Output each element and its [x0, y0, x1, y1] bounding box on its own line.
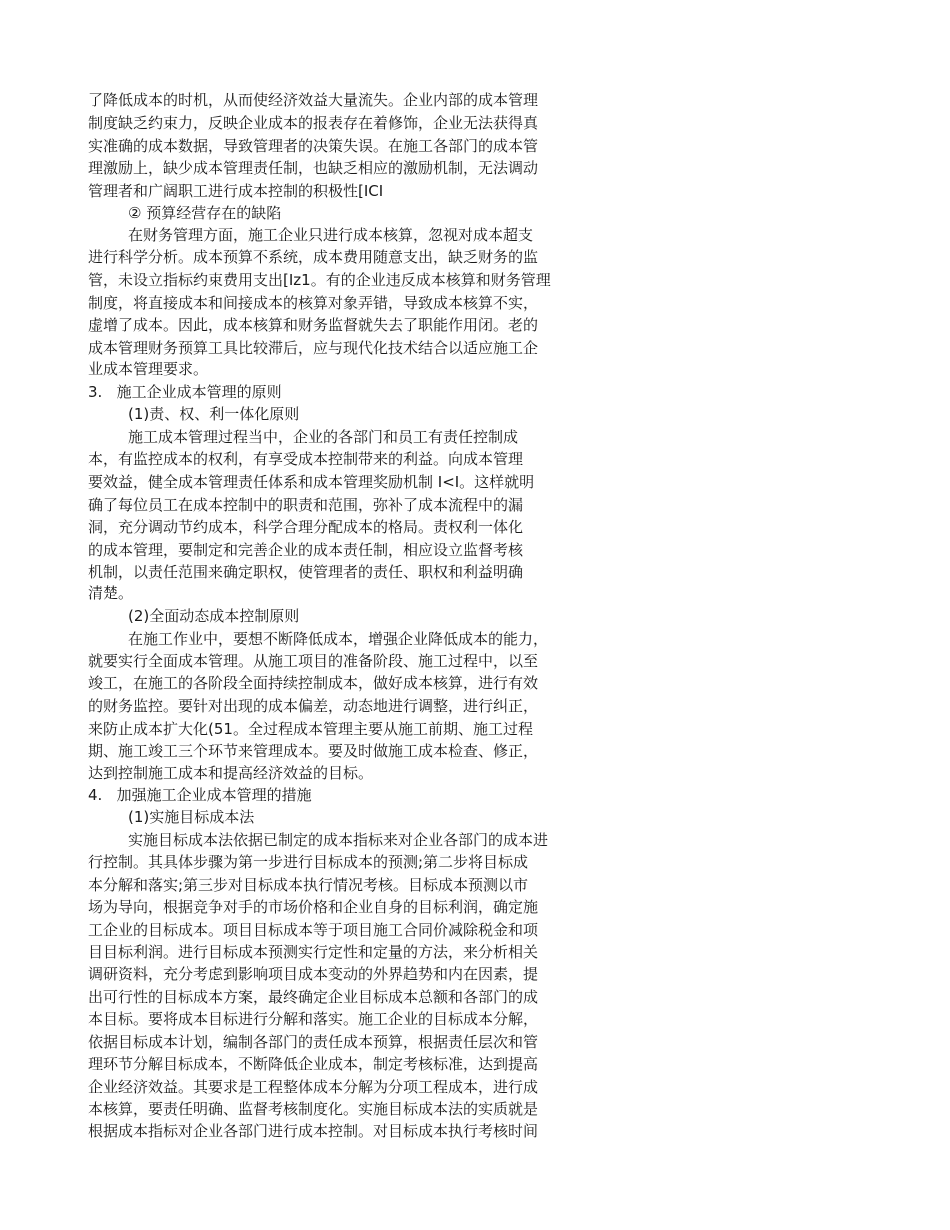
- text-line: 机制，以责任范围来确定职权，使管理者的责任、职权和利益明确: [88, 563, 524, 581]
- text-line: 工企业的目标成本。项目目标成本等于项目施工合同价减除税金和项: [88, 921, 539, 939]
- text-line: 洞，充分调动节约成本，科学合理分配成本的格局。责权利一体化: [88, 518, 524, 536]
- text-line: 了降低成本的时机，从而使经济效益大量流失。企业内部的成本管理: [88, 91, 539, 109]
- text-line: 目目标利润。进行目标成本预测实行定性和定量的方法，来分析相关: [88, 943, 539, 961]
- text-line: 制度，将直接成本和间接成本的核算对象弄错，导致成本核算不实，: [88, 294, 539, 312]
- text-line: 本，有监控成本的权利，有享受成本控制带来的利益。向成本管理: [88, 450, 524, 468]
- text-line: 管理者和广阔职工进行成本控制的积极性[ICI: [88, 182, 384, 200]
- text-line: 实准确的成本数据，导致管理者的决策失误。在施工各部门的成本管: [88, 137, 539, 155]
- text-line: 的财务监控。要针对出现的成本偏差，动态地进行调整，进行纠正，: [88, 697, 539, 715]
- text-line: 的成本管理，要制定和完善企业的成本责任制，相应设立监督考核: [88, 541, 524, 559]
- section-heading: 4. 加强施工企业成本管理的措施: [88, 786, 312, 804]
- paragraph-first-line: 实施目标成本法依据已制定的成本指标来对企业各部门的成本进: [128, 831, 549, 849]
- text-line: 进行科学分析。成本预算不系统，成本费用随意支出，缺乏财务的监: [88, 248, 539, 266]
- text-line: 行控制。其具体步骤为第一步进行目标成本的预测;第二步将目标成: [88, 853, 529, 871]
- text-line: 管，未设立指标约束费用支出[Iz1。有的企业违反成本核算和财务管理: [88, 271, 551, 289]
- paragraph-first-line: 施工成本管理过程当中，企业的各部门和员工有责任控制成: [128, 428, 519, 446]
- text-line: 制度缺乏约束力，反映企业成本的报表存在着修饰，企业无法获得真: [88, 114, 539, 132]
- text-line: 确了每位员工在成本控制中的职责和范围，弥补了成本流程中的漏: [88, 496, 524, 514]
- text-line: 要效益，健全成本管理责任体系和成本管理奖励机制 I<I。这样就明: [88, 473, 535, 491]
- paragraph-first-line: 在财务管理方面，施工企业只进行成本核算，忽视对成本超支: [128, 226, 534, 244]
- text-line: 业成本管理要求。: [88, 360, 209, 378]
- text-line: 理环节分解目标成本，不断降低企业成本，制定考核标准，达到提高: [88, 1055, 539, 1073]
- subsection-heading: ② 预算经营存在的缺陷: [128, 204, 282, 222]
- subsection-heading: (2)全面动态成本控制原则: [128, 607, 300, 625]
- text-line: 本目标。要将成本目标进行分解和落实。施工企业的目标成本分解，: [88, 1010, 539, 1028]
- text-line: 清楚。: [88, 584, 134, 602]
- text-line: 成本管理财务预算工具比较滞后，应与现代化技术结合以适应施工企: [88, 339, 539, 357]
- text-line: 就要实行全面成本管理。从施工项目的准备阶段、施工过程中，以至: [88, 652, 539, 670]
- section-heading: 3. 施工企业成本管理的原则: [88, 383, 282, 401]
- text-line: 本分解和落实;第三步对目标成本执行情况考核。目标成本预测以市: [88, 876, 529, 894]
- text-line: 场为导向，根据竞争对手的市场价格和企业自身的目标利润，确定施: [88, 898, 539, 916]
- text-line: 理激励上，缺少成本管理责任制，也缺乏相应的激励机制，无法调动: [88, 159, 539, 177]
- text-line: 根据成本指标对企业各部门进行成本控制。对目标成本执行考核时间: [88, 1122, 539, 1140]
- text-line: 期、施工竣工三个环节来管理成本。要及时做施工成本检查、修正，: [88, 742, 539, 760]
- text-line: 竣工，在施工的各阶段全面持续控制成本，做好成本核算，进行有效: [88, 674, 539, 692]
- paragraph-first-line: 在施工作业中，要想不断降低成本，增强企业降低成本的能力，: [128, 630, 549, 648]
- text-line: 依据目标成本计划，编制各部门的责任成本预算，根据责任层次和管: [88, 1033, 539, 1051]
- subsection-heading: (1)实施目标成本法: [128, 808, 255, 826]
- text-line: 虚增了成本。因此，成本核算和财务监督就失去了职能作用闭。老的: [88, 316, 539, 334]
- text-line: 本核算，要责任明确、监督考核制度化。实施目标成本法的实质就是: [88, 1100, 539, 1118]
- text-line: 达到控制施工成本和提高经济效益的目标。: [88, 764, 374, 782]
- text-line: 出可行性的目标成本方案，最终确定企业目标成本总额和各部门的成: [88, 988, 539, 1006]
- text-line: 来防止成本扩大化(51。全过程成本管理主要从施工前期、施工过程: [88, 720, 533, 738]
- subsection-heading: (1)责、权、利一体化原则: [128, 405, 300, 423]
- text-line: 调研资料，充分考虑到影响项目成本变动的外界趋势和内在因素，提: [88, 965, 539, 983]
- text-line: 企业经济效益。其要求是工程整体成本分解为分项工程成本，进行成: [88, 1078, 539, 1096]
